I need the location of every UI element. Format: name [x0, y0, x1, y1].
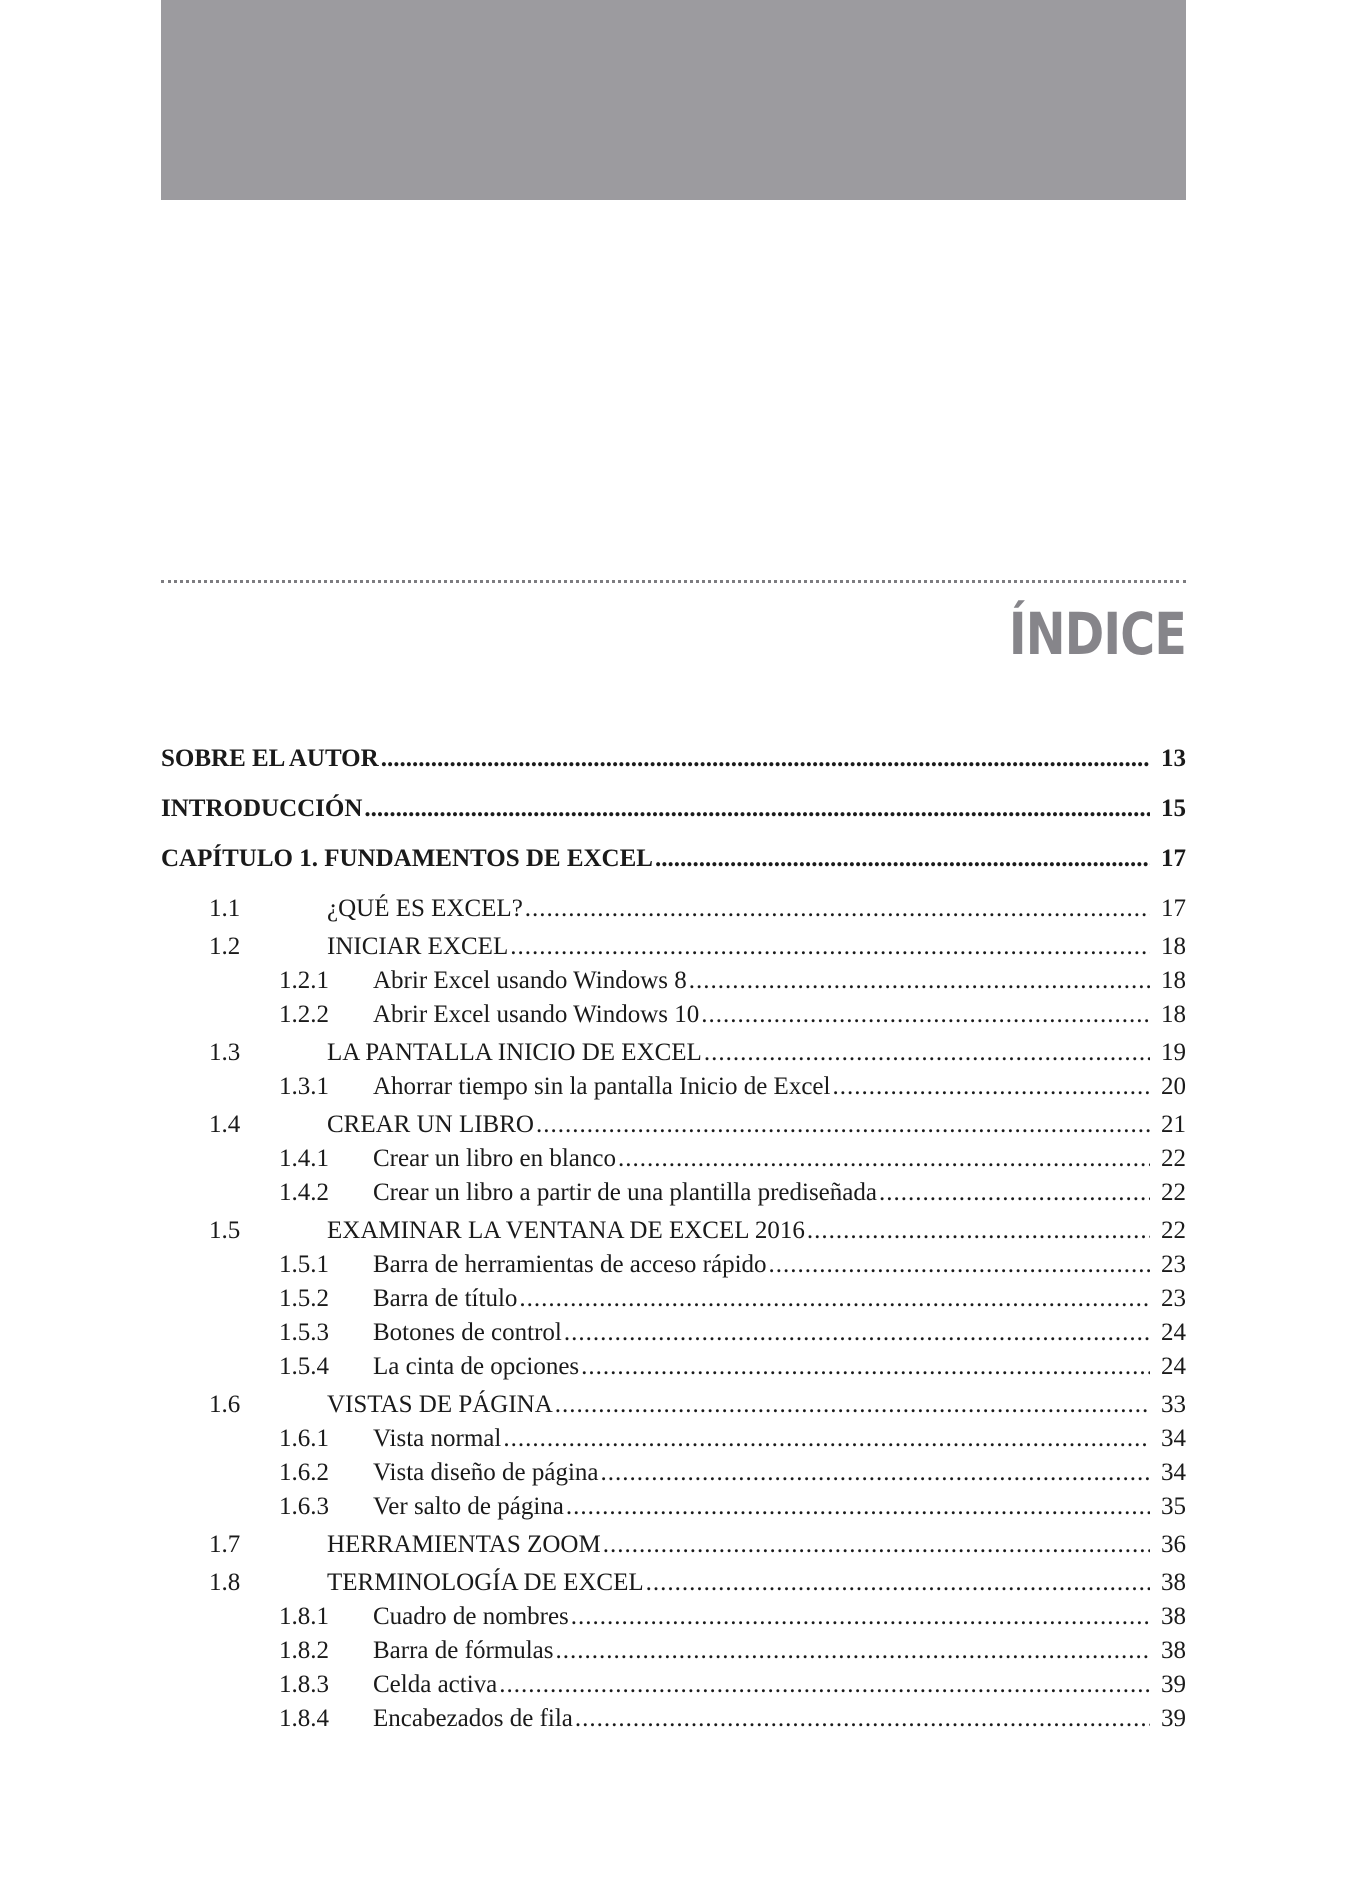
toc-entry-number: 1.8.4	[279, 1705, 329, 1732]
toc-entry-line	[161, 892, 1150, 926]
toc-entry-title: Abrir Excel usando Windows 8	[373, 967, 687, 994]
toc-entry-page-number: 20	[1161, 1073, 1186, 1100]
dot-leader	[601, 1456, 1150, 1490]
toc-entry-line	[161, 1422, 1150, 1456]
toc-entry-title: Ver salto de página	[373, 1493, 564, 1520]
toc-entry-title: Barra de herramientas de acceso rápido	[373, 1251, 767, 1278]
toc-entry-line	[161, 1668, 1150, 1702]
dot-leader	[499, 1668, 1150, 1702]
dot-leader	[364, 792, 1150, 826]
toc-subsection-entry	[161, 1142, 1186, 1176]
toc-section-entry	[161, 1528, 1186, 1562]
toc-entry-line	[161, 1176, 1150, 1210]
toc-entry-line	[161, 1456, 1150, 1490]
toc-entry-line	[161, 1600, 1150, 1634]
toc-entry-number: 1.2	[209, 933, 241, 960]
toc-entry-number: 1.2.2	[279, 1001, 329, 1028]
toc-entry-page-number: 18	[1161, 1001, 1186, 1028]
dot-leader	[571, 1600, 1150, 1634]
toc-entry-line	[161, 1036, 1150, 1070]
toc-subsection-entry	[161, 998, 1186, 1032]
toc-entry-page-number: 22	[1161, 1145, 1186, 1172]
dot-leader	[646, 1566, 1150, 1600]
toc-entry-line	[161, 1566, 1150, 1600]
toc-entry-number: 1.3.1	[279, 1073, 329, 1100]
toc-entry-page-number: 38	[1161, 1637, 1186, 1664]
dot-leader	[689, 964, 1150, 998]
toc-entry-page-number: 38	[1161, 1603, 1186, 1630]
dot-leader	[807, 1214, 1150, 1248]
toc-entry-line	[161, 1490, 1150, 1524]
toc-entry-page-number: 35	[1161, 1493, 1186, 1520]
toc-entry-number: 1.8.2	[279, 1637, 329, 1664]
toc-entry-line	[161, 998, 1150, 1032]
dot-leader	[566, 1490, 1150, 1524]
toc-entry-number: 1.6	[209, 1391, 241, 1418]
toc-subsection-entry	[161, 1600, 1186, 1634]
dot-leader	[525, 892, 1150, 926]
toc-section-entry	[161, 1566, 1186, 1600]
toc-entry-line	[161, 1248, 1150, 1282]
toc-entry-page-number: 15	[1161, 795, 1186, 822]
toc-entry-title: Barra de título	[373, 1285, 518, 1312]
table-of-contents	[161, 742, 1186, 1736]
toc-section-entry	[161, 1036, 1186, 1070]
toc-entry-line	[161, 964, 1150, 998]
toc-entry-title: LA PANTALLA INICIO DE EXCEL	[327, 1039, 702, 1066]
toc-subsection-entry	[161, 1070, 1186, 1104]
toc-entry-title: CAPÍTULO 1. FUNDAMENTOS DE EXCEL	[161, 845, 653, 872]
dot-leader	[519, 1282, 1150, 1316]
toc-chapter-entry	[161, 792, 1186, 842]
toc-entry-page-number: 36	[1161, 1531, 1186, 1558]
toc-entry-page-number: 18	[1161, 933, 1186, 960]
toc-entry-title: SOBRE EL AUTOR	[161, 745, 379, 772]
toc-subsection-entry	[161, 1176, 1186, 1210]
toc-entry-number: 1.8.1	[279, 1603, 329, 1630]
dot-leader	[704, 1036, 1150, 1070]
toc-entry-line	[161, 1142, 1150, 1176]
dot-leader	[575, 1702, 1150, 1736]
toc-subsection-entry	[161, 1422, 1186, 1456]
toc-subsection-entry	[161, 1490, 1186, 1524]
toc-subsection-entry	[161, 1316, 1186, 1350]
toc-section-entry	[161, 1214, 1186, 1248]
toc-entry-page-number: 38	[1161, 1569, 1186, 1596]
toc-subsection-entry	[161, 1282, 1186, 1316]
toc-entry-line	[161, 742, 1150, 792]
toc-entry-page-number: 24	[1161, 1319, 1186, 1346]
toc-entry-page-number: 22	[1161, 1179, 1186, 1206]
toc-entry-line	[161, 1316, 1150, 1350]
toc-entry-title: VISTAS DE PÁGINA	[327, 1391, 553, 1418]
toc-entry-page-number: 17	[1161, 845, 1186, 872]
toc-entry-line	[161, 930, 1150, 964]
toc-entry-number: 1.6.3	[279, 1493, 329, 1520]
toc-entry-title: Ahorrar tiempo sin la pantalla Inicio de Excel	[373, 1073, 831, 1100]
toc-entry-number: 1.7	[209, 1531, 241, 1558]
toc-entry-title: Barra de fórmulas	[373, 1637, 554, 1664]
toc-entry-title: Cuadro de nombres	[373, 1603, 569, 1630]
dot-leader	[832, 1070, 1150, 1104]
dot-leader	[879, 1176, 1150, 1210]
toc-entry-page-number: 13	[1161, 745, 1186, 772]
toc-entry-title: Vista diseño de página	[373, 1459, 599, 1486]
toc-subsection-entry	[161, 1702, 1186, 1736]
toc-entry-title: INTRODUCCIÓN	[161, 795, 363, 822]
toc-entry-number: 1.6.1	[279, 1425, 329, 1452]
toc-entry-title: Abrir Excel usando Windows 10	[373, 1001, 700, 1028]
toc-entry-number: 1.5.2	[279, 1285, 329, 1312]
toc-entry-title: La cinta de opciones	[373, 1353, 580, 1380]
toc-entry-number: 1.5.1	[279, 1251, 329, 1278]
toc-entry-line	[161, 1350, 1150, 1384]
dot-leader	[564, 1316, 1150, 1350]
toc-chapter-entry	[161, 742, 1186, 792]
toc-entry-title: Botones de control	[373, 1319, 562, 1346]
toc-entry-title: HERRAMIENTAS ZOOM	[327, 1531, 601, 1558]
toc-entry-number: 1.4.2	[279, 1179, 329, 1206]
dot-leader	[381, 742, 1150, 776]
toc-entry-number: 1.4	[209, 1111, 241, 1138]
toc-subsection-entry	[161, 964, 1186, 998]
header-band	[161, 0, 1186, 200]
toc-entry-line	[161, 1214, 1150, 1248]
toc-entry-title: Encabezados de fila	[373, 1705, 573, 1732]
toc-entry-number: 1.2.1	[279, 967, 329, 994]
toc-entry-title: CREAR UN LIBRO	[327, 1111, 534, 1138]
dot-leader	[555, 1634, 1150, 1668]
dot-leader	[555, 1388, 1150, 1422]
toc-entry-page-number: 23	[1161, 1285, 1186, 1312]
toc-entry-line	[161, 1070, 1150, 1104]
toc-entry-number: 1.5.4	[279, 1353, 329, 1380]
page-title: ÍNDICE	[1008, 600, 1186, 668]
toc-entry-title: Vista normal	[373, 1425, 502, 1452]
toc-entry-page-number: 19	[1161, 1039, 1186, 1066]
toc-entry-title: EXAMINAR LA VENTANA DE EXCEL 2016	[327, 1217, 805, 1244]
toc-entry-line	[161, 842, 1150, 892]
toc-entry-title: TERMINOLOGÍA DE EXCEL	[327, 1569, 644, 1596]
toc-entry-number: 1.1	[209, 895, 241, 922]
toc-section-entry	[161, 892, 1186, 926]
toc-entry-page-number: 39	[1161, 1705, 1186, 1732]
toc-subsection-entry	[161, 1634, 1186, 1668]
dot-leader	[536, 1108, 1150, 1142]
toc-entry-page-number: 17	[1161, 895, 1186, 922]
dot-leader	[581, 1350, 1150, 1384]
toc-entry-title: Celda activa	[373, 1671, 498, 1698]
toc-entry-line	[161, 1282, 1150, 1316]
toc-entry-page-number: 34	[1161, 1425, 1186, 1452]
toc-entry-page-number: 34	[1161, 1459, 1186, 1486]
toc-entry-page-number: 33	[1161, 1391, 1186, 1418]
toc-entry-title: Crear un libro en blanco	[373, 1145, 616, 1172]
toc-entry-line	[161, 1634, 1150, 1668]
toc-entry-line	[161, 1388, 1150, 1422]
dot-leader	[503, 1422, 1150, 1456]
toc-entry-number: 1.5	[209, 1217, 241, 1244]
toc-entry-number: 1.8	[209, 1569, 241, 1596]
toc-entry-number: 1.6.2	[279, 1459, 329, 1486]
dotted-divider	[161, 580, 1186, 583]
toc-entry-page-number: 24	[1161, 1353, 1186, 1380]
toc-entry-title: Crear un libro a partir de una plantilla prediseñada	[373, 1179, 877, 1206]
dot-leader	[769, 1248, 1150, 1282]
toc-section-entry	[161, 930, 1186, 964]
toc-entry-page-number: 23	[1161, 1251, 1186, 1278]
dot-leader	[655, 842, 1150, 876]
toc-subsection-entry	[161, 1456, 1186, 1490]
toc-entry-title: ¿QUÉ ES EXCEL?	[327, 895, 523, 922]
toc-entry-number: 1.4.1	[279, 1145, 329, 1172]
toc-chapter-entry	[161, 842, 1186, 892]
toc-entry-line	[161, 1528, 1150, 1562]
toc-subsection-entry	[161, 1350, 1186, 1384]
toc-entry-title: INICIAR EXCEL	[327, 933, 509, 960]
toc-entry-page-number: 18	[1161, 967, 1186, 994]
toc-section-entry	[161, 1108, 1186, 1142]
toc-section-entry	[161, 1388, 1186, 1422]
toc-entry-page-number: 39	[1161, 1671, 1186, 1698]
toc-entry-page-number: 21	[1161, 1111, 1186, 1138]
toc-entry-line	[161, 792, 1150, 842]
dot-leader	[510, 930, 1150, 964]
toc-entry-line	[161, 1108, 1150, 1142]
toc-subsection-entry	[161, 1248, 1186, 1282]
toc-subsection-entry	[161, 1668, 1186, 1702]
toc-entry-number: 1.3	[209, 1039, 241, 1066]
dot-leader	[603, 1528, 1150, 1562]
toc-entry-page-number: 22	[1161, 1217, 1186, 1244]
dot-leader	[618, 1142, 1150, 1176]
toc-entry-line	[161, 1702, 1150, 1736]
toc-entry-number: 1.8.3	[279, 1671, 329, 1698]
dot-leader	[701, 998, 1150, 1032]
toc-entry-number: 1.5.3	[279, 1319, 329, 1346]
